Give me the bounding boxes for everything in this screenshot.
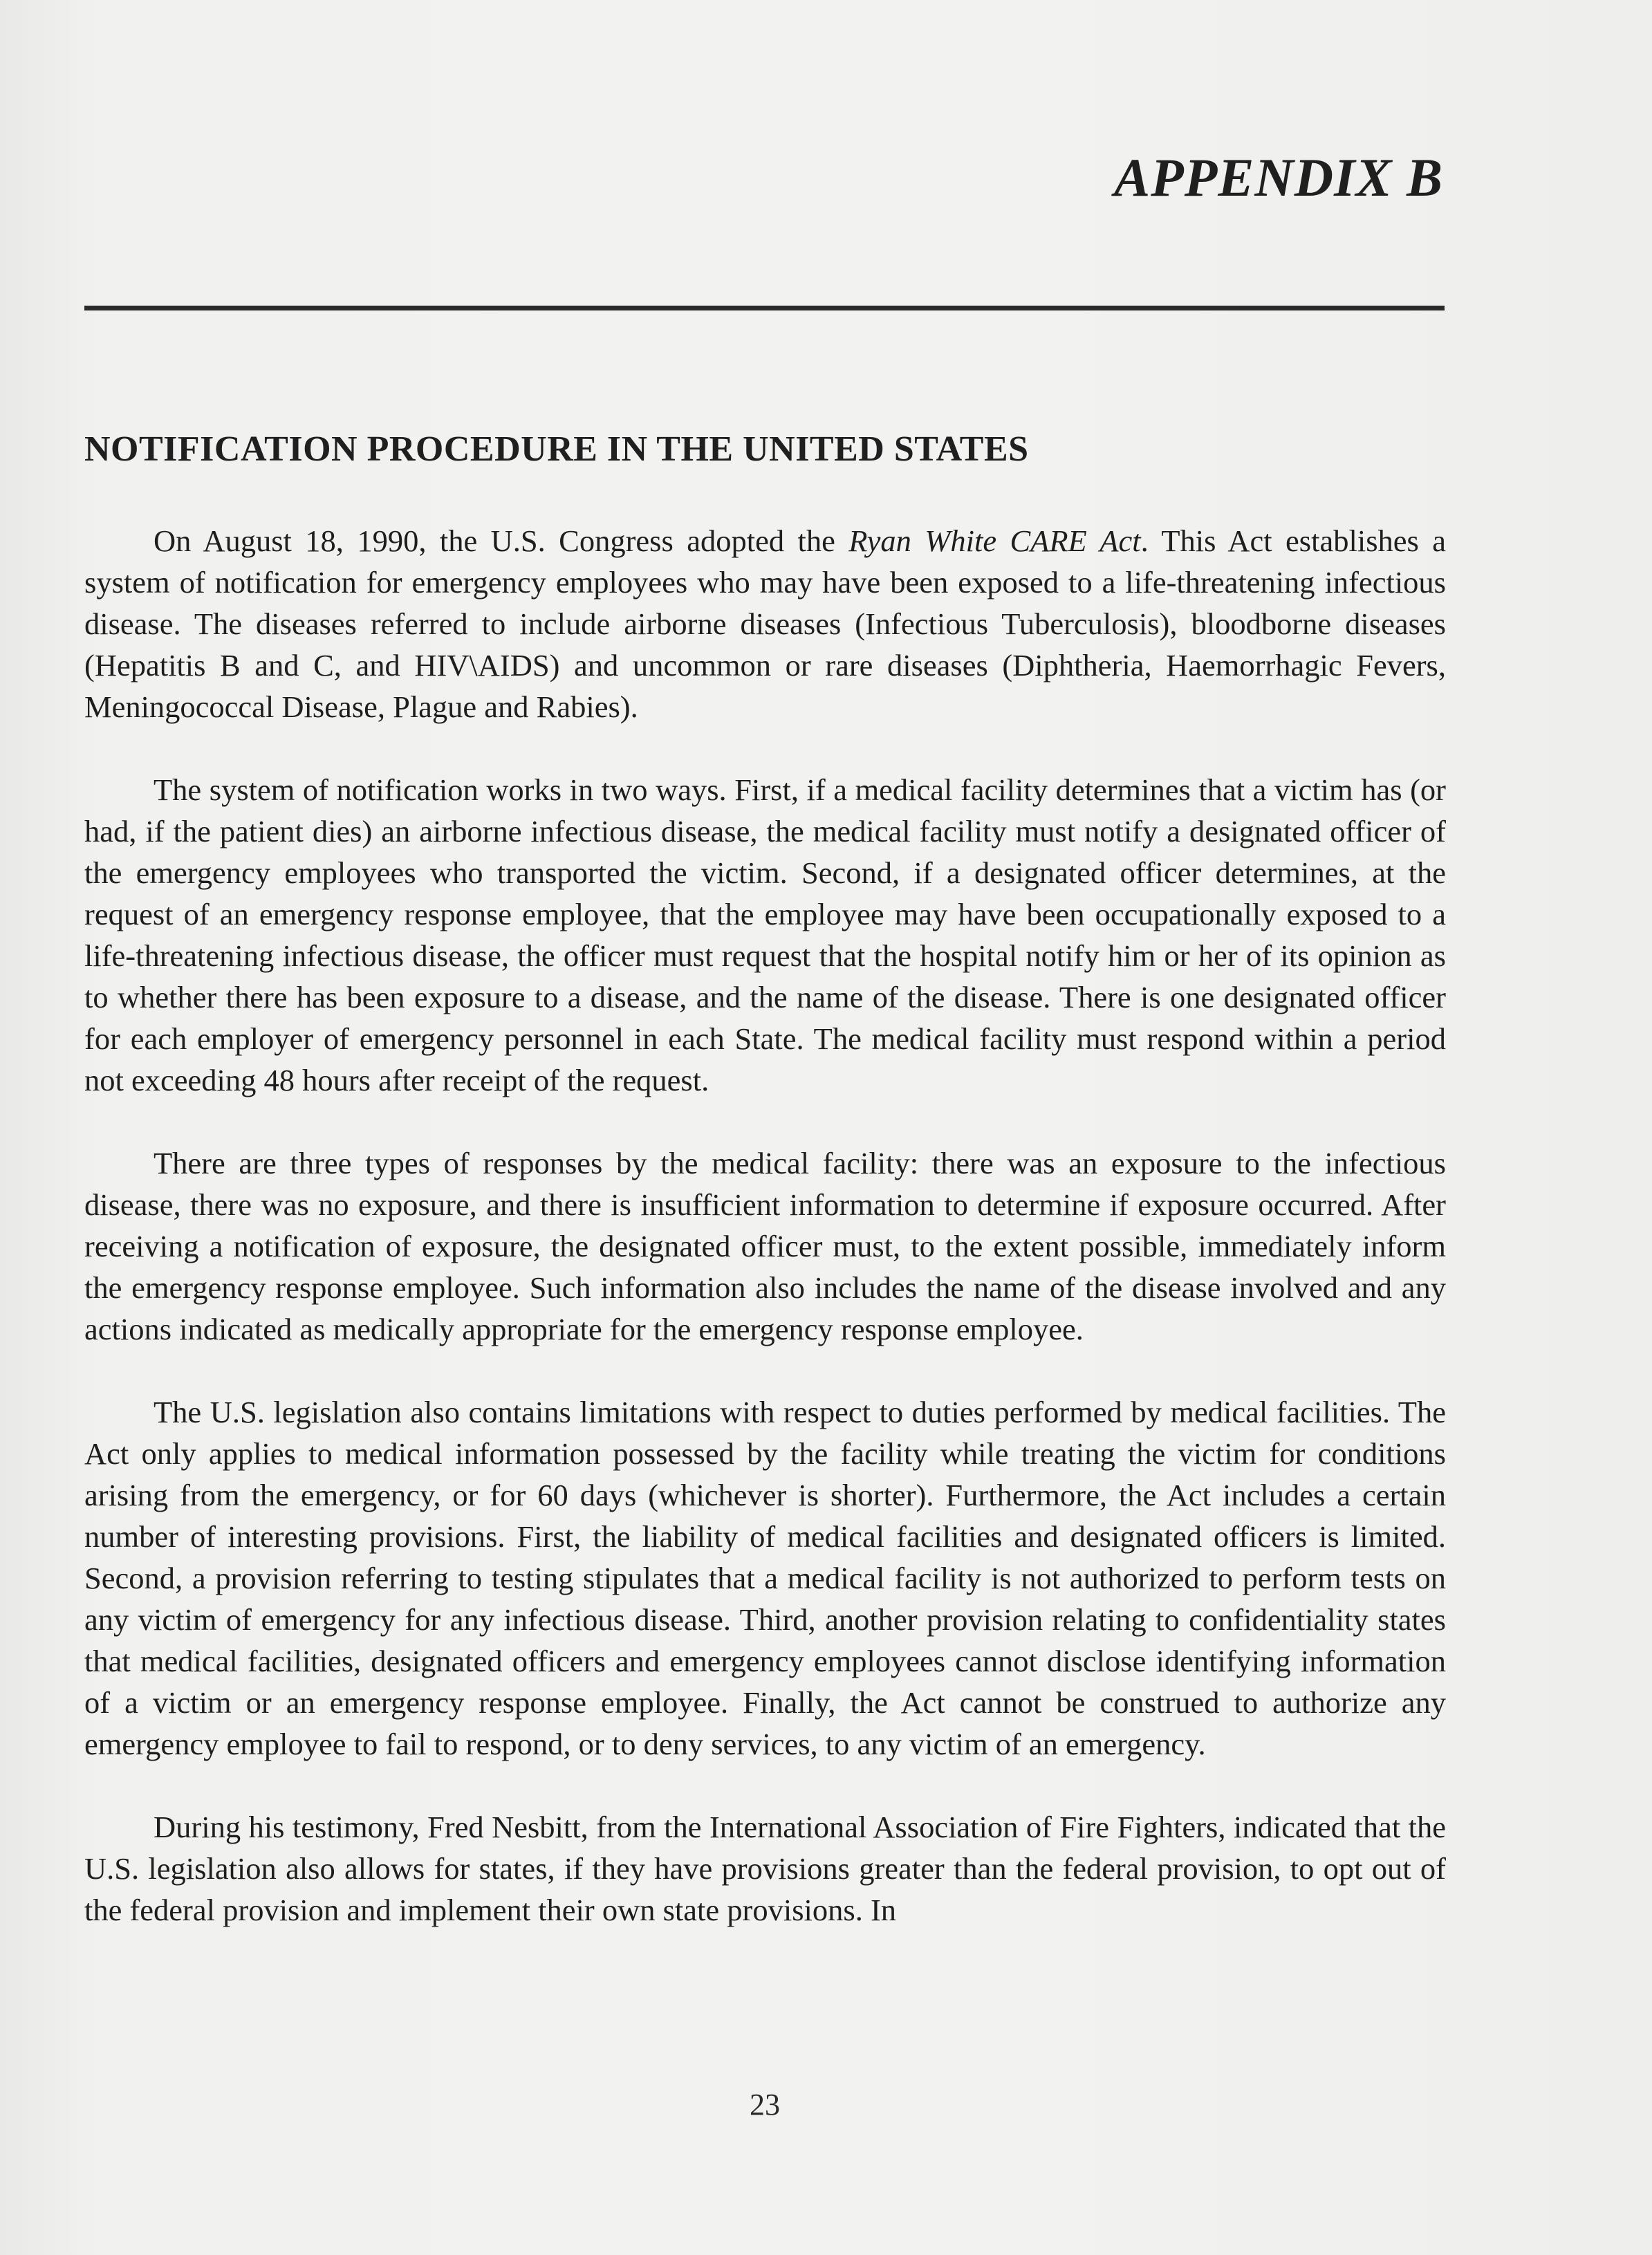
paragraph-2: The system of notification works in two ways. First, if a medical facility determines that a victim has (or had, if the patient dies) an airborne infectious disease, the medical facility must notify a designated officer of the emergency employees who transported the victim. Second, if a designated officer determines, at the request of an emergency response employee, that the employee may have been occupationally exposed to a life-threatening infectious disease, the officer must request that the hospital notify him or her of its opinion as to whether there has been exposure to a disease, and the name of the disease. There is one designated officer for each employer of emergency personnel in each State. The medical facility must respond within a period not exceeding 48 hours after receipt of the request. [84,772,1446,1097]
page-number: 23 [750,2088,780,2122]
section-title: NOTIFICATION PROCEDURE IN THE UNITED STATES [84,429,1029,469]
paragraph-1-rest: . This Act establishes a system of notification for emergency employees who may have been exposed to a life-threatening infectious disease. The diseases referred to include airborne diseases (Infectious Tuberculosis), bloodborne diseases (Hepatitis B and C, and HIV\AIDS) and uncommon or rare diseases (Diphtheria, Haemorrhagic Fevers, Meningococcal Disease, Plague and Rabies). [84,523,1446,724]
appendix-heading: APPENDIX B [1114,147,1443,207]
paragraph-3: There are three types of responses by the medical facility: there was an exposure to the infectious disease, there was no exposure, and there is insufficient information to determine if exposure occurred. After receiving a notification of exposure, the designated officer must, to the extent possible, immediately inform the emergency response employee. Such information also includes the name of the disease involved and any actions indicated as medically appropriate for the emergency response employee. [84,1146,1446,1346]
paragraph-1-lead: On August 18, 1990, the U.S. Congress adopted the [154,523,849,558]
paragraph-4: The U.S. legislation also contains limitations with respect to duties performed by medical facilities. The Act only applies to medical information possessed by the facility while treating the victim for conditions arising from the emergency, or for 60 days (whichever is shorter). Furthermore, the Act includes a certain number of interesting provisions. First, the liability of medical facilities and designated officers is limited. Second, a provision referring to testing stipulates that a medical facility is not authorized to perform tests on any victim of emergency for any infectious disease. Third, another provision relating to confidentiality states that medical facilities, designated officers and emergency employees cannot disclose identifying information of a victim or an emergency response employee. Finally, the Act cannot be construed to authorize any emergency employee to fail to respond, or to deny services, to any victim of an emergency. [84,1395,1446,1761]
heading-rule [84,306,1445,310]
paragraph-1 [84,520,1446,727]
act-name: Ryan White CARE Act [848,523,1141,558]
paragraph-5: During his testimony, Fred Nesbitt, from the International Association of Fire Fighters, indicated that the U.S. legislation also allows for states, if they have provisions greater than the federal provision, to opt out of the federal provision and implement their own state provisions. In [84,1810,1446,1927]
body-text [84,520,1446,1972]
